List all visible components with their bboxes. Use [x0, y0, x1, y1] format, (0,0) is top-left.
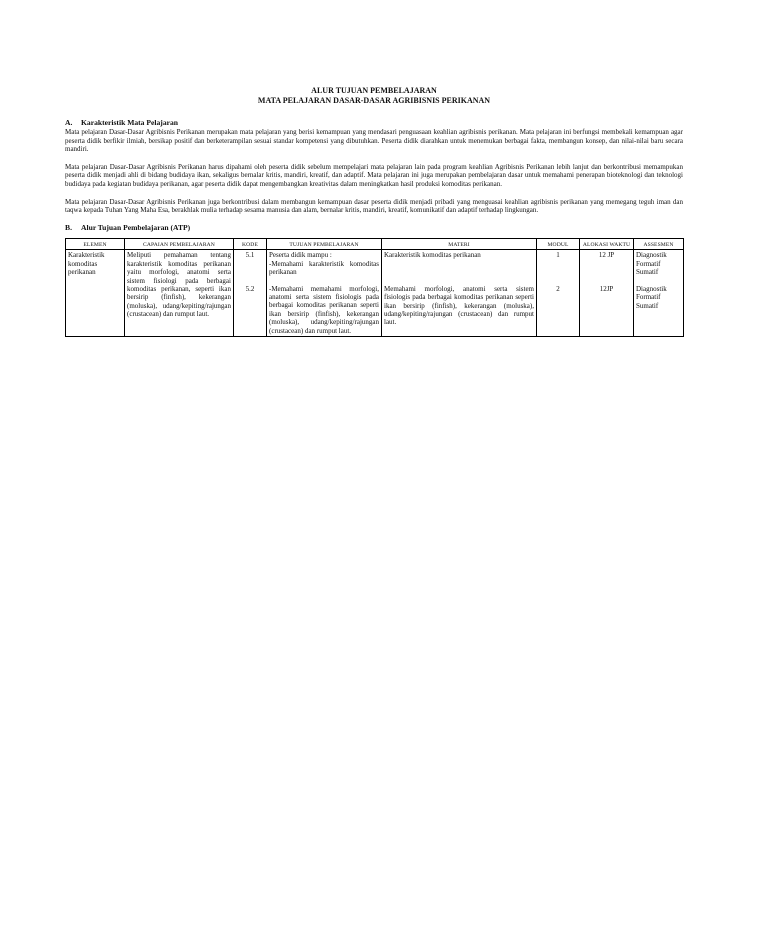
cell-capaian: Meliputi pemahaman tentang karakteristik komoditas perikanan yaitu morfologi, anatomi serta sistem fisiologi pada berbagai komoditas perikanan, seperti ikan bersirip (finfish), kekerangan (moluska), udang/kepiting/rajungan (crustacean) dan rumput laut.	[125, 250, 234, 337]
section-a-paragraph-2: Mata pelajaran Dasar-Dasar Agribisnis Perikanan harus dipahami oleh peserta didik sebelum mempelajari mata pelajaran lain pada program keahlian Agribisnis Perikanan lebih lanjut dan berkontribusi memampukan peserta didik menjadi ahli di bidang budidaya ikan, sekaligus bernalar kritis, mandiri, kreatif, dan adaptif. Mata pelajaran ini juga merupakan pembelajaran dasar untuk memahami penerapan bioteknologi dan teknologi budidaya pada kegiatan budidaya perikanan, agar peserta didik dapat mengembangkan kreativitas dalam meningkatkan hasil produksi komoditas perikanan.	[65, 162, 683, 188]
section-a-title: Karakteristik Mata Pelajaran	[81, 118, 179, 127]
assesmen-2-formatif: Formatif	[636, 293, 661, 302]
section-b-heading	[65, 223, 683, 233]
assesmen-1-formatif: Formatif	[636, 259, 661, 268]
materi-2: Memahami morfologi, anatomi serta sistem fisiologis pada berbagai komoditas perikanan seperti ikan bersirip (finfish), kekerangan (moluska), udang/kepiting/rajungan (crustacean) dan rumput laut.	[384, 284, 534, 327]
document-title-line2: MATA PELAJARAN DASAR-DASAR AGRIBISNIS PERIKANAN	[257, 96, 491, 105]
header-modul: MODUL	[537, 238, 580, 250]
tujuan-2: -Memahami memahami morfologi, anatomi serta sistem fisiologis pada berbagai komoditas perikanan seperti ikan bersirip (finfish), kekerangan (moluska), udang/kepiting/rajungan (crustacean) dan rumput laut.	[269, 284, 379, 335]
header-tujuan: TUJUAN PEMBELAJARAN	[267, 238, 382, 250]
kode-2: 5.2	[245, 284, 255, 293]
section-b-title: Alur Tujuan Pembelajaran (ATP)	[81, 222, 191, 232]
cell-elemen: Karakteristik komoditas perikanan	[66, 250, 125, 337]
assesmen-2-sumatif: Sumatif	[636, 301, 659, 310]
section-a-number: A.	[65, 118, 73, 127]
header-materi: MATERI	[382, 238, 537, 250]
table-header-row	[66, 238, 684, 250]
document-page	[65, 86, 683, 337]
kode-1: 5.1	[245, 251, 255, 260]
document-title-line1: ALUR TUJUAN PEMBELAJARAN	[311, 86, 437, 95]
tujuan-1-intro: Peserta didik mampu :	[269, 251, 332, 260]
modul-2: 2	[556, 284, 560, 293]
assesmen-1-diagnostik: Diagnostik	[636, 251, 667, 260]
modul-1: 1	[556, 251, 560, 260]
header-capaian: CAPAIAN PEMBELAJARAN	[125, 238, 234, 250]
assesmen-1-sumatif: Sumatif	[636, 268, 659, 277]
section-b-number: B.	[65, 222, 72, 232]
alokasi-1: 12 JP	[598, 251, 615, 260]
header-elemen: ELEMEN	[66, 238, 125, 250]
header-assesmen: ASSESMEN	[634, 238, 684, 250]
header-kode: KODE	[234, 238, 267, 250]
section-a-paragraph-3: Mata pelajaran Dasar-Dasar Agribisnis Perikanan juga berkontribusi dalam membangun kemampuan dasar peserta didik menjadi pribadi yang menguasai keahlian agribisnis perikanan yang memegang teguh iman dan taqwa kepada Tuhan Yang Maha Esa, berakhlak mulia terhadap sesama manusia dan alam, bernalar kritis, mandiri, kreatif, komunikatif dan adaptif terhadap lingkungan.	[65, 197, 683, 215]
assesmen-2-diagnostik: Diagnostik	[636, 284, 667, 293]
header-alokasi: ALOKASI WAKTU	[580, 238, 634, 250]
cell-kode	[234, 250, 267, 337]
table-row	[66, 250, 684, 337]
atp-table	[65, 238, 684, 337]
cell-assesmen	[634, 250, 684, 337]
materi-1: Karakteristik komoditas perikanan	[384, 251, 481, 260]
cell-modul	[537, 250, 580, 337]
section-a-paragraph-1: Mata pelajaran Dasar-Dasar Agribisnis Perikanan merupakan mata pelajaran yang berisi kemampuan yang mendasari penguasaan keahlian agribisnis perikanan. Mata pelajaran ini berfungsi membekali kemampuan agar peserta didik berfikir ilmiah, bersikap positif dan berketerampilan sesuai standar kompetensi yang dibutuhkan. Peserta didik diarahkan untuk menemukan berbagai fakta, membangun konsep, dan nilai-nilai baru secara mandiri.	[65, 128, 683, 154]
cell-alokasi	[580, 250, 634, 337]
cell-materi	[382, 250, 537, 337]
cell-tujuan	[267, 250, 382, 337]
tujuan-1: -Memahami karakteristik komoditas perikanan	[269, 259, 379, 277]
alokasi-2: 12JP	[599, 284, 614, 293]
section-a-heading	[65, 118, 683, 128]
